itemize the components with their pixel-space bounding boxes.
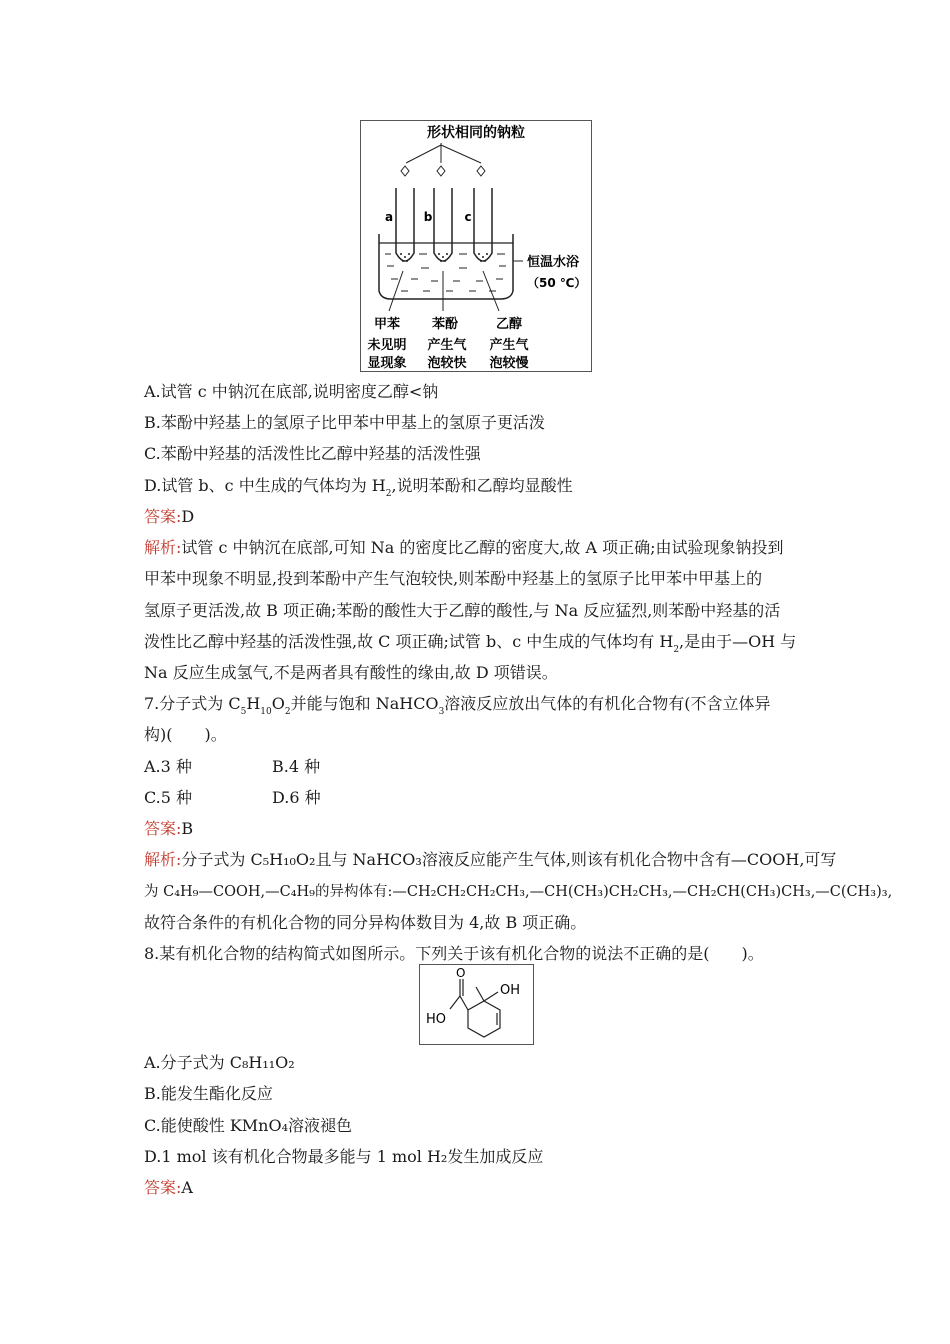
- q8-option-a: A.分子式为 C₈H₁₁O₂: [144, 1053, 295, 1072]
- q6-option-b: B.苯酚中羟基上的氢原子比甲苯中甲基上的氢原子更活泼: [144, 413, 545, 432]
- sodium-experiment-diagram: [361, 121, 591, 371]
- q6-option-c: C.苯酚中羟基的活泼性比乙醇中羟基的活泼性强: [144, 444, 481, 463]
- q8-option-c: C.能使酸性 KMnO₄溶液褪色: [144, 1116, 353, 1135]
- bath-temp: （50 ℃）: [527, 276, 587, 290]
- observation-c-line2: 泡较慢: [489, 356, 529, 371]
- test-tube-b: [434, 188, 452, 261]
- structure-diagram: [420, 965, 533, 1044]
- structure-figure: [419, 964, 534, 1045]
- tube-b-label: b: [423, 210, 433, 224]
- tube-c-label: c: [464, 210, 472, 224]
- q8-stem: 8.某有机化合物的结构简式如图所示。下列关于该有机化合物的说法不正确的是( )。: [144, 944, 764, 963]
- sodium-piece: [437, 166, 445, 176]
- q6-analysis-line5: Na 反应生成氢气,不是两者具有酸性的缘由,故 D 项错误。: [144, 663, 558, 682]
- hydroxyl-label: OH: [500, 983, 521, 998]
- q7-option-d: D.6 种: [272, 788, 321, 807]
- q8-option-d: D.1 mol 该有机化合物最多能与 1 mol H₂发生加成反应: [144, 1147, 544, 1166]
- q7-option-a: A.3 种: [144, 757, 192, 776]
- q6-analysis-line2: 甲苯中现象不明显,投到苯酚中产生气泡较快,则苯酚中羟基上的氢原子比甲苯中甲基上的: [144, 569, 763, 588]
- substance-c: 乙醇: [495, 317, 523, 332]
- substance-b: 苯酚: [431, 317, 459, 332]
- q7-option-b: B.4 种: [272, 757, 321, 776]
- q6-analysis-line4: 泼性比乙醇中羟基的活泼性强,故 C 项正确;试管 b、c 中生成的气体均有 $H_2$,是由于—OH 与: [144, 632, 797, 655]
- tube-a-label: a: [384, 210, 394, 224]
- observation-b-line1: 产生气: [427, 338, 467, 353]
- bath-label: 恒温水浴: [527, 255, 580, 270]
- q8-option-b: B.能发生酯化反应: [144, 1084, 273, 1103]
- q6-answer: 答案:D: [144, 507, 195, 526]
- q6-analysis-line1: 解析:试管 c 中钠沉在底部,可知 Na 的密度比乙醇的密度大,故 A 项正确;由试验现象钠投到: [144, 538, 784, 557]
- carbonyl-o-label: O: [456, 966, 466, 980]
- sodium-piece: [401, 166, 409, 176]
- water-bath-beaker: [379, 234, 513, 299]
- q6-option-a: A.试管 c 中钠沉在底部,说明密度乙醇<钠: [144, 382, 439, 401]
- substance-a: 甲苯: [373, 317, 401, 332]
- sodium-piece: [477, 166, 485, 176]
- q7-analysis-line1: 解析:分子式为 C₅H₁₀O₂且与 NaHCO₃溶液反应能产生气体,则该有机化合物中含有—COOH,可写: [144, 850, 837, 869]
- q7-analysis-line2: 为 C₄H₉—COOH,—C₄H₉的异构体有:—CH₂CH₂CH₂CH₃,—CH(CH₃)CH₂CH₃,—CH₂CH(CH₃)CH₃,—C(CH₃)₃,: [144, 884, 893, 900]
- q7-analysis-line3: 故符合条件的有机化合物的同分异构体数目为 4,故 B 项正确。: [144, 913, 587, 932]
- observation-a-line1: 未见明: [367, 338, 407, 353]
- observation-c-line1: 产生气: [489, 338, 529, 353]
- q7-option-c: C.5 种: [144, 788, 193, 807]
- q8-answer: 答案:A: [144, 1178, 193, 1197]
- q7-stem-line2: 构)( )。: [144, 725, 227, 744]
- carboxyl-ho-label: HO: [426, 1012, 447, 1027]
- figure-title: 形状相同的钠粒: [427, 125, 525, 141]
- q7-answer: 答案:B: [144, 819, 194, 838]
- sodium-experiment-figure: [360, 120, 592, 372]
- q7-stem-line1: 7.分子式为 $C_5H_{10}O_2$并能与饱和 NaHCO$_3$溶液反应放出气体的有机化合物有(不含立体异: [144, 694, 771, 717]
- observation-b-line2: 泡较快: [427, 356, 467, 371]
- test-tube-c: [474, 188, 492, 261]
- observation-a-line2: 显现象: [367, 356, 407, 371]
- q6-option-d: D.试管 b、c 中生成的气体均为 $H_2$,说明苯酚和乙醇均显酸性: [144, 476, 573, 499]
- test-tube-a: [396, 188, 414, 261]
- q6-analysis-line3: 氢原子更活泼,故 B 项正确;苯酚的酸性大于乙醇的酸性,与 Na 反应猛烈,则苯酚中羟基的活: [144, 601, 781, 620]
